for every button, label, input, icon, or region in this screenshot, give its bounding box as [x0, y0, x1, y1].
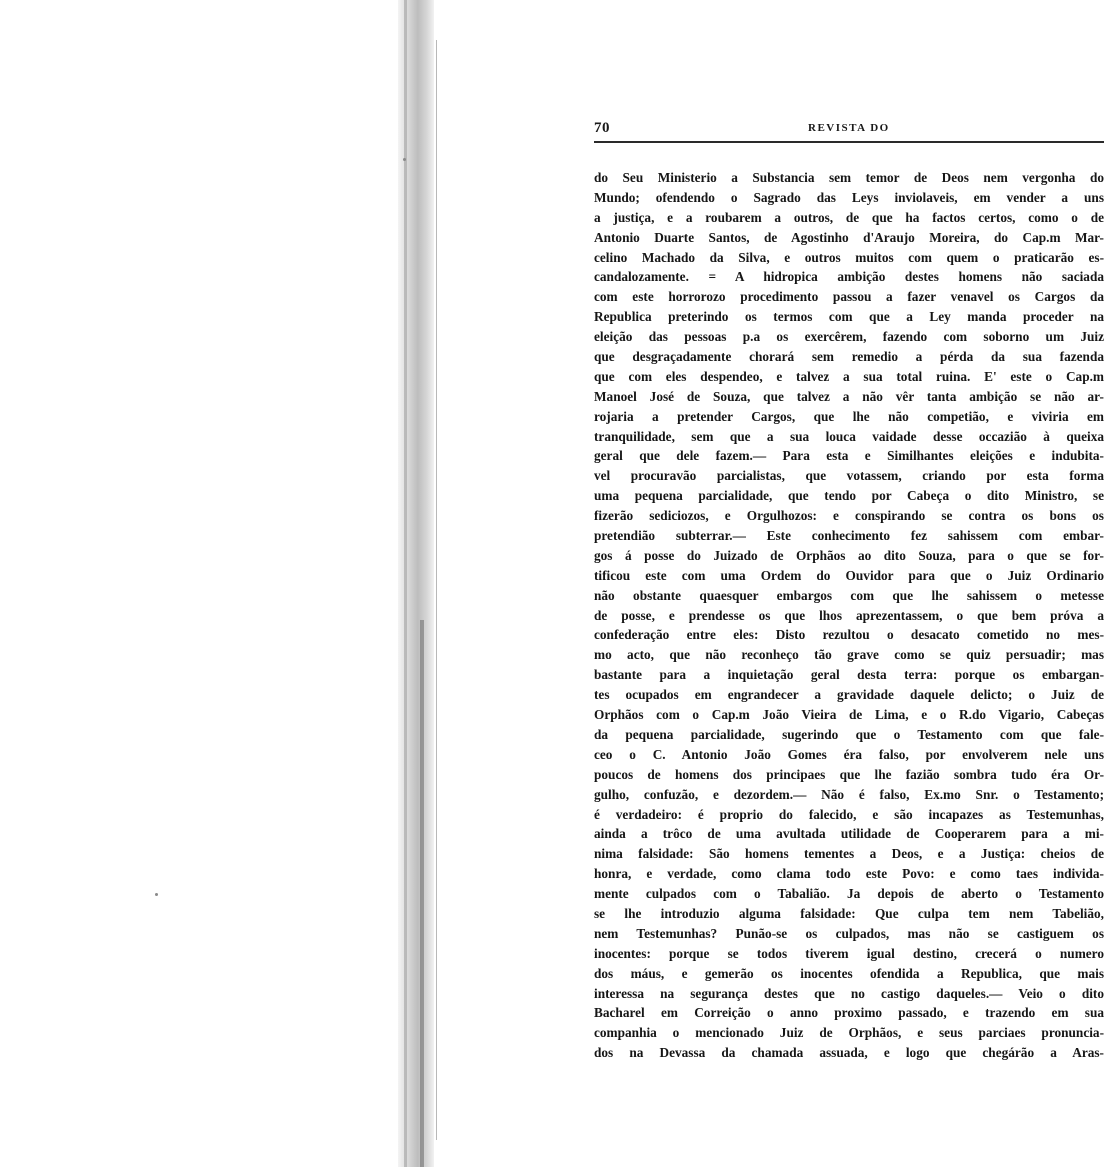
text-line: mente culpados com o Tabalião. Ja depois de aberto o Testamento — [594, 886, 1104, 902]
text-line: da pequena parcialidade, sugerindo que o Testamento com que fale- — [594, 726, 1104, 742]
text-line: eleição das pessoas p.a os exercêrem, fazendo com soborno um Juiz — [594, 329, 1104, 345]
text-line: mo acto, que não reconheço tão grave como se quiz persuadir; mas — [594, 647, 1104, 663]
body-text — [594, 168, 1104, 1063]
text-line: celino Machado da Silva, e outros muitos com quem o praticarão es- — [594, 249, 1104, 265]
text-line: Republica preterindo os termos com que a Ley manda proceder na — [594, 309, 1104, 325]
text-line: confederação entre eles: Disto rezultou o desacato cometido no mes- — [594, 627, 1104, 643]
running-head: REVISTA DO — [808, 122, 890, 134]
text-line: que desgraçadamente chorará sem remedio a pérda da sua fazenda — [594, 349, 1104, 365]
text-line: candalozamente. = A hidropica ambição destes homens não saciada — [594, 269, 1104, 285]
text-line: Antonio Duarte Santos, de Agostinho d'Araujo Moreira, do Cap.m Mar- — [594, 229, 1104, 245]
text-line: companhia o mencionado Juiz de Orphãos, e seus parciaes pronuncia- — [594, 1025, 1104, 1041]
text-line: não obstante quaesquer embargos com que lhe sahissem o metesse — [594, 587, 1104, 603]
scan-speck — [403, 158, 406, 161]
text-line: rojaria a pretender Cargos, que lhe não competião, e viviria em — [594, 408, 1104, 424]
text-line: Bacharel em Correição o anno proximo passado, e trazendo em sua — [594, 1005, 1104, 1021]
text-line: é verdadeiro: é proprio do falecido, e são incapazes as Testemunhas, — [594, 806, 1104, 822]
text-line: tes ocupados em engrandecer a gravidade daquele delicto; o Juiz de — [594, 687, 1104, 703]
binding-shadow-line — [404, 0, 407, 1167]
text-line: interessa na segurança destes que no castigo daqueles.— Veio o dito — [594, 985, 1104, 1001]
text-line: poucos de homens dos principaes que lhe fazião sombra tudo éra Or- — [594, 766, 1104, 782]
text-line: fizerão sediciozos, e Orgulhozos: e conspirando se contra os bons os — [594, 508, 1104, 524]
text-line: do Seu Ministerio a Substancia sem temor de Deos nem vergonha do — [594, 170, 1104, 185]
text-line: com este horrorozo procedimento passou a fazer venavel os Cargos da — [594, 289, 1104, 305]
text-line: pretendião subterrar.— Este conhecimento fez sahissem com embar- — [594, 528, 1104, 544]
text-line: vel procuravão parcialistas, que votassem, criando por esta forma — [594, 468, 1104, 484]
page-edge-line — [436, 40, 437, 1140]
text-line: que com eles despendeo, e talvez a sua total ruina. E' este o Cap.m — [594, 368, 1104, 384]
text-line: inocentes: porque se todos tiverem igual destino, crecerá o numero — [594, 945, 1104, 961]
text-line: ainda a trôco de uma avultada utilidade de Cooperarem para a mi- — [594, 826, 1104, 842]
text-line: uma pequena parcialidade, que tendo por Cabeça o dito Ministro, se — [594, 488, 1104, 504]
text-line: dos na Devassa da chamada assuada, e logo que chegárão a Aras- — [594, 1045, 1104, 1061]
scan-speck — [155, 893, 158, 896]
text-line: Manoel José de Souza, que talvez a não vêr tanta ambição se não ar- — [594, 388, 1104, 404]
text-line: de posse, e prendesse os que lhos aprezentassem, o que bem próva a — [594, 607, 1104, 623]
text-line: nima falsidade: São homens tementes a Deos, e a Justiça: cheios de — [594, 846, 1104, 862]
text-line: Orphãos com o Cap.m João Vieira de Lima, e o R.do Vigario, Cabeças — [594, 707, 1104, 723]
text-line: a justiça, e a roubarem a outros, de que ha factos certos, como o de — [594, 209, 1104, 225]
text-line: Mundo; ofendendo o Sagrado das Leys inviolaveis, em vender a uns — [594, 189, 1104, 205]
text-line: honra, e verdade, como clama todo este Povo: e como taes individa- — [594, 866, 1104, 882]
text-line: dos máus, e gemerão os inocentes ofendida a Republica, que mais — [594, 965, 1104, 981]
text-line: nem Testemunhas? Punão-se os culpados, mas não se castiguem os — [594, 925, 1104, 941]
binding-shadow-line-lower — [420, 620, 424, 1167]
text-line: bastante para a inquietação geral desta terra: porque os embargan- — [594, 667, 1104, 683]
text-line: gulho, confuzão, e dezordem.— Não é falso, Ex.mo Snr. o Testamento; — [594, 786, 1104, 802]
text-line: gos á posse do Juizado de Orphãos ao dito Souza, para o que se for- — [594, 547, 1104, 563]
header-rule — [594, 141, 1104, 143]
text-line: tificou este com uma Ordem do Ouvidor para que o Juiz Ordinario — [594, 567, 1104, 583]
text-line: geral que dele fazem.— Para esta e Similhantes eleições e indubita- — [594, 448, 1104, 464]
text-line: ceo o C. Antonio João Gomes éra falso, por envolverem nele uns — [594, 746, 1104, 762]
text-line: tranquilidade, sem que a sua louca vaidade desse occazião à queixa — [594, 428, 1104, 444]
page-number: 70 — [594, 120, 610, 136]
text-line: se lhe introduzio alguma falsidade: Que culpa tem nem Tabelião, — [594, 905, 1104, 921]
